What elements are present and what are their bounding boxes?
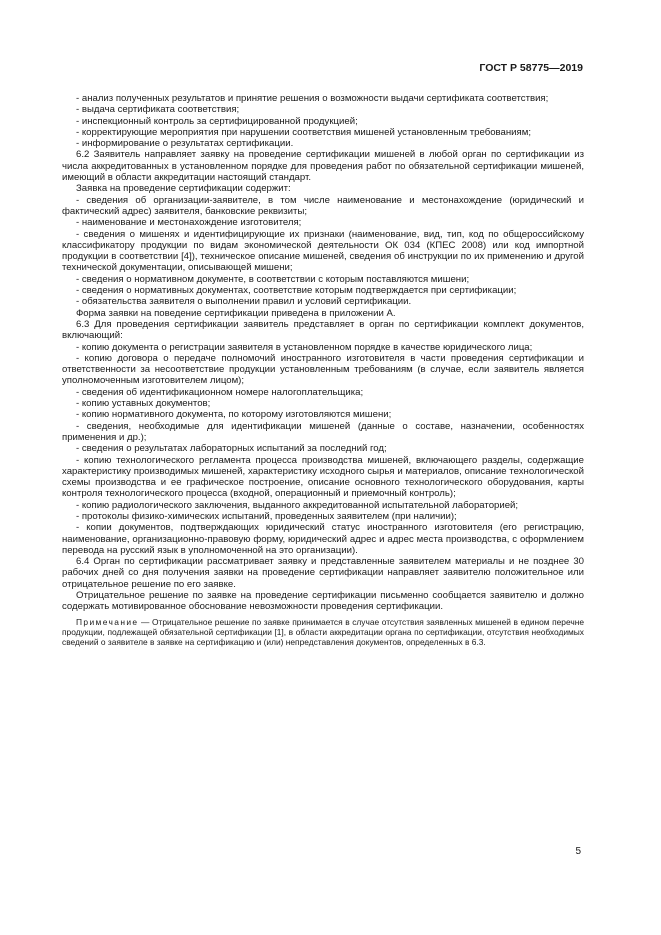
paragraph: - сведения о нормативных документах, соответствие которым подтверждается при сертификации; <box>76 285 517 297</box>
page-number: 5 <box>575 846 581 857</box>
paragraph: - корректирующие мероприятия при нарушении соответствия мишеней установленным требованиям; <box>76 126 531 138</box>
paragraph: - сведения о мишенях и идентифицирующие их признаки (наименование, вид, тип, код по общероссийскому классификатору продукции по видам экономической деятельности ОК 034 (КПЕС 2008) или код импортной продукции в соответствии [4]), техническое описание мишеней, сведения об инструкции по их применению и другой технической документации, описывающей мишени; <box>62 228 584 274</box>
paragraph: - наименование и местонахождение изготовителя; <box>76 217 302 229</box>
note-label: Примечание <box>76 616 139 627</box>
paragraph: - сведения об идентификационном номере налогоплательщика; <box>76 386 364 398</box>
paragraph: - выдача сертификата соответствия; <box>76 104 240 116</box>
paragraph: - инспекционный контроль за сертифицированной продукцией; <box>76 115 358 127</box>
paragraph: 6.4 Орган по сертификации рассматривает заявку и представленные заявителем материалы и не позднее 30 рабочих дней со дня получения заявки на проведение сертификации направляет заявителю положительное или отрицательное решение по его заявке. <box>62 556 584 590</box>
paragraph: - копию радиологического заключения, выданного аккредитованной испытательной лабораторией; <box>76 499 519 511</box>
paragraph: - обязательства заявителя о выполнении правил и условий сертификации. <box>76 296 412 308</box>
paragraph: Форма заявки на поведение сертификации приведена в приложении А. <box>76 307 396 319</box>
paragraph: - информирование о результатах сертификации. <box>76 138 294 150</box>
note <box>62 617 584 648</box>
paragraph: - копию уставных документов; <box>76 398 211 410</box>
note-text: — Отрицательное решение по заявке принимается в случае отсутствия заявленных мишеней в едином перечне продукции, подлежащей обязательной сертификации [1], в области аккредитации органа по сертификации, отсутствия необходимых сведений о заявителе в заявке на сертификацию и (или) непредставления документов, определенных в 6.3. <box>62 616 584 648</box>
paragraph: Заявка на проведение сертификации содержит: <box>76 183 291 195</box>
paragraph: - сведения, необходимые для идентификации мишеней (данные о составе, назначении, особенностях применения и др.); <box>62 420 584 443</box>
paragraph: - протоколы физико-химических испытаний, проведенных заявителем (при наличии); <box>76 510 457 522</box>
paragraph: - копию нормативного документа, по которому изготовляются мишени; <box>76 409 392 421</box>
paragraph: - сведения об организации-заявителе, в том числе наименование и местонахождение (юридический и фактический адрес) заявителя, банковские реквизиты; <box>62 194 584 217</box>
document-body <box>62 93 584 647</box>
paragraph: - копию документа о регистрации заявителя в установленном порядке в качестве юридического лица; <box>76 341 533 353</box>
paragraph: - сведения о нормативном документе, в соответствии с которым поставляются мишени; <box>76 273 470 285</box>
paragraph: - сведения о результатах лабораторных испытаний за последний год; <box>76 443 387 455</box>
paragraph: - копии документов, подтверждающих юридический статус иностранного изготовителя (его регистрацию, наименование, организационно-правовую форму, юридический адрес и адрес места производства, с оформлением перевода на русский язык в уполномоченной на это организации). <box>62 522 584 556</box>
paragraph: 6.2 Заявитель направляет заявку на проведение сертификации мишеней в любой орган по сертификации из числа аккредитованных в установленном порядке для проведения работ по обязательной сертификации мишеней, имеющий в области аккредитации настоящий стандарт. <box>62 149 584 184</box>
paragraph: - анализ полученных результатов и принятие решения о возможности выдачи сертификата соответствия; <box>76 93 549 104</box>
paragraph: Отрицательное решение по заявке на проведение сертификации письменно сообщается заявителю и должно содержать мотивированное обоснование невозможности проведения сертификации. <box>62 590 584 613</box>
standard-code-header: ГОСТ Р 58775—2019 <box>479 62 583 74</box>
paragraph: 6.3 Для проведения сертификации заявитель представляет в орган по сертификации комплект документов, включающий: <box>62 318 584 342</box>
paragraph: - копию технологического регламента процесса производства мишеней, включающего разделы, содержащие характеристику производимых мишеней, характеристику исходного сырья и материалов, описание технологической схемы производства и ее графическое построение, описание основного технологического оборудования, карты контроля технологического процесса (входной, операционный и приемочный контроль); <box>62 454 584 500</box>
paragraph: - копию договора о передаче полномочий иностранного изготовителя в части проведения сертификации и ответственности за несоответствие продукции установленным требованиям (в случае, если заявитель является уполномоченным изготовителем лицом); <box>62 352 584 387</box>
